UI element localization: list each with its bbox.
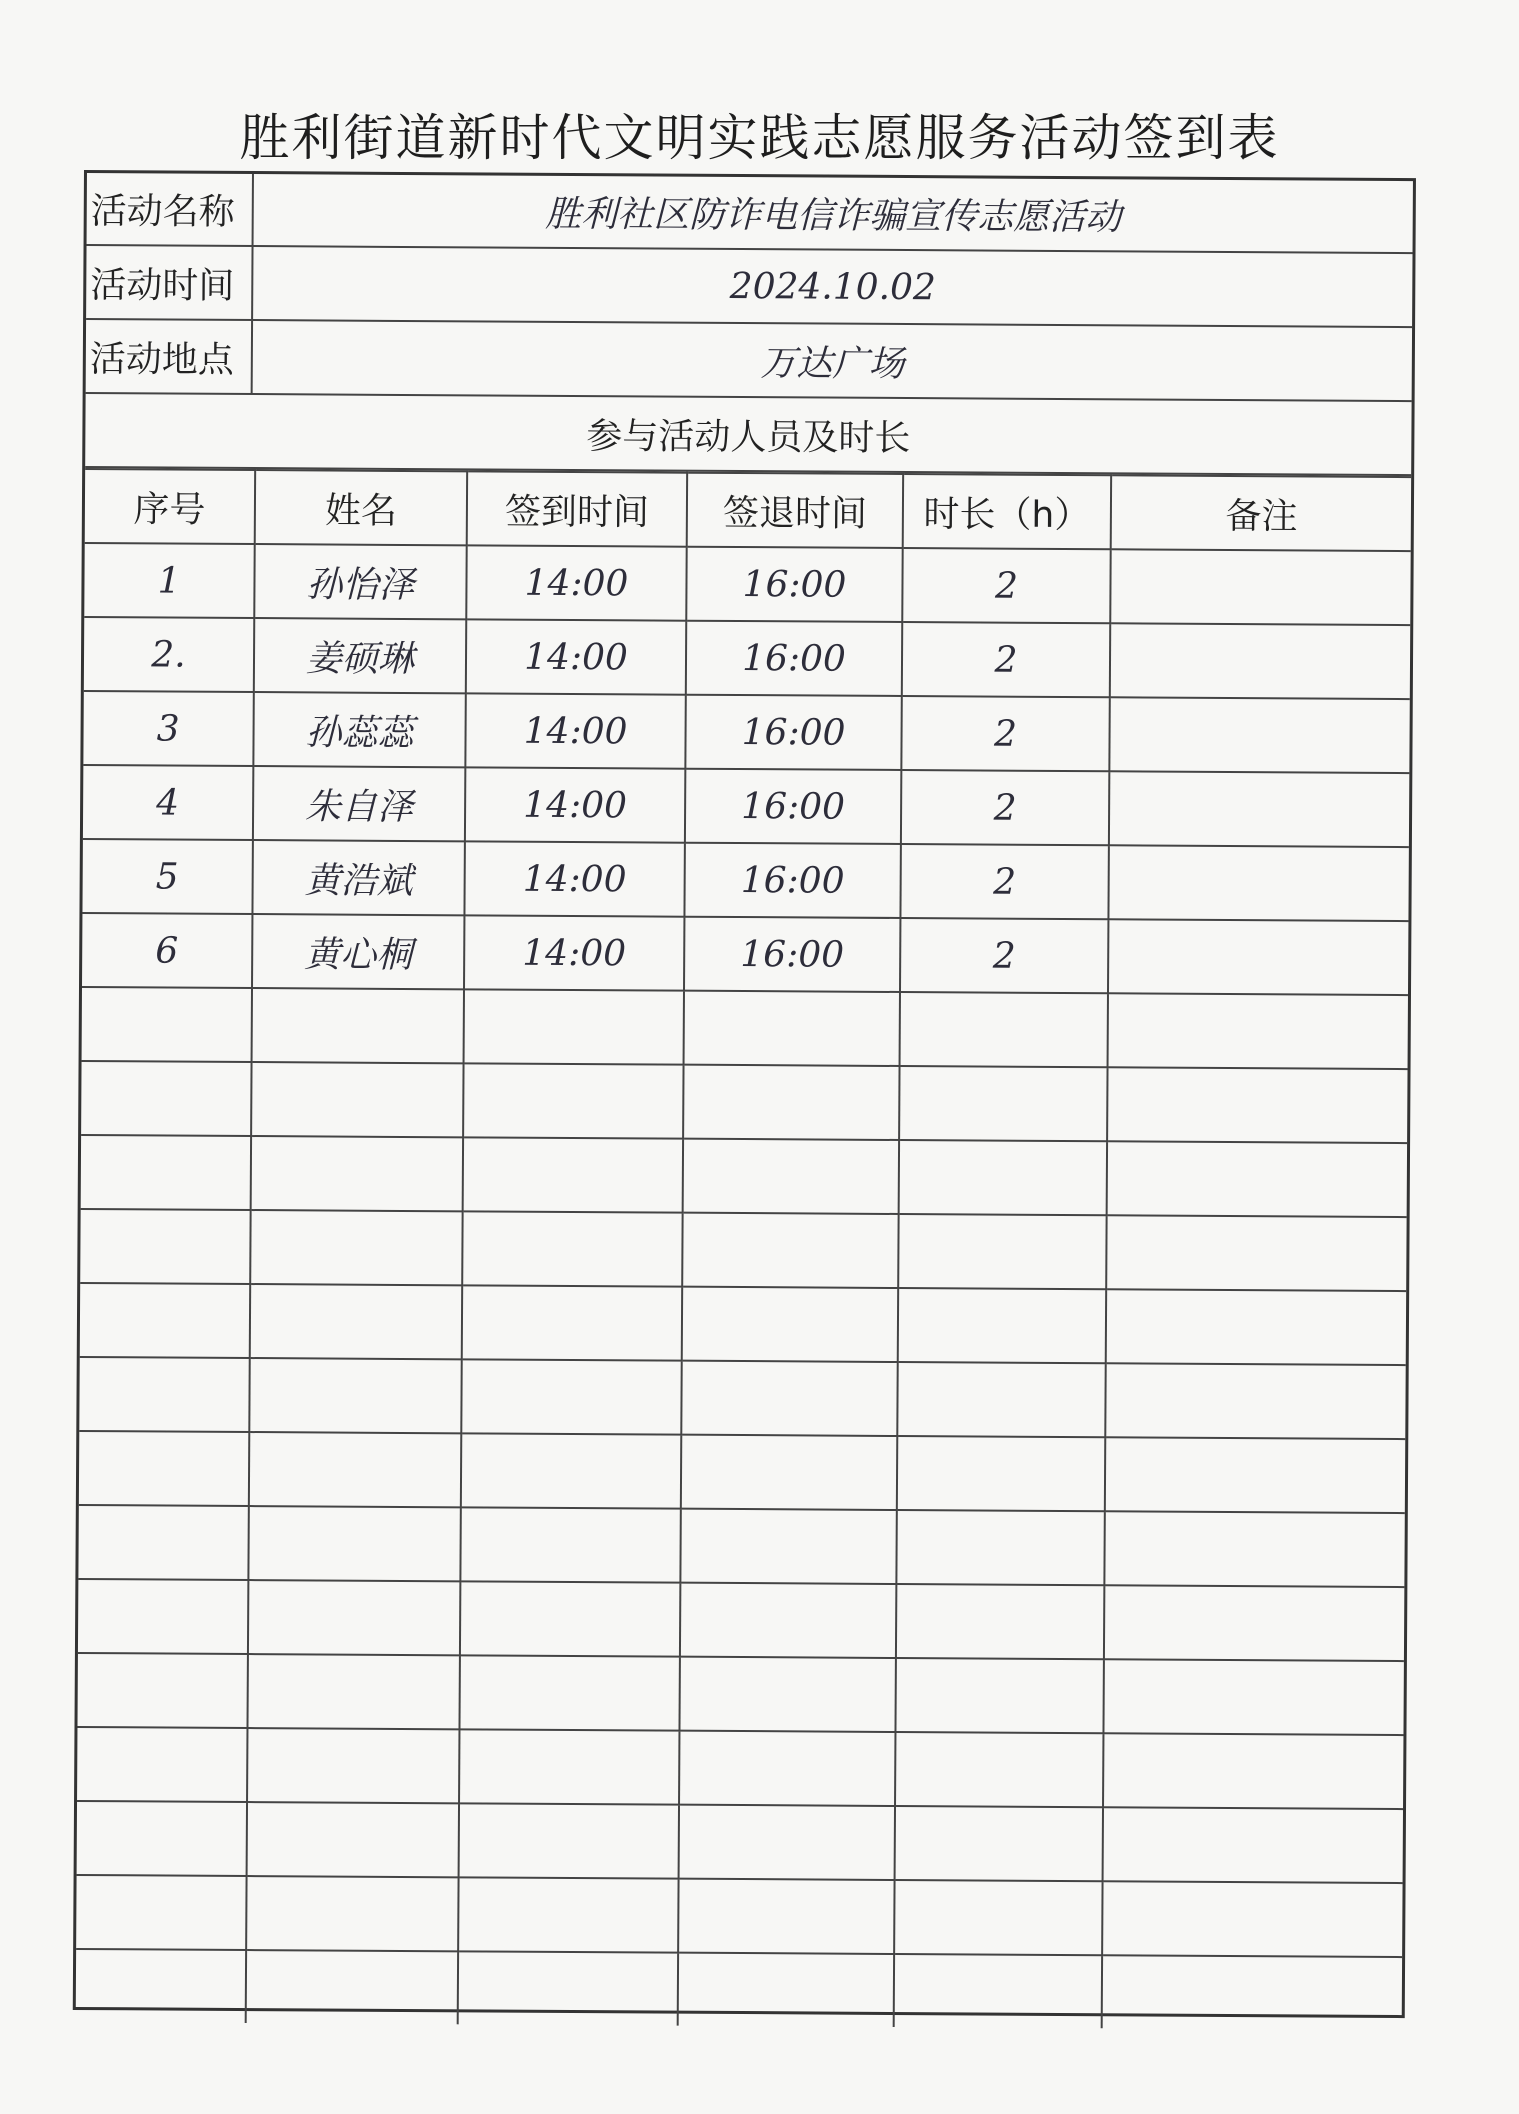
blank-cell — [899, 1140, 1107, 1215]
blank-cell — [681, 1361, 897, 1436]
blank-cell — [1106, 1215, 1406, 1291]
blank-cell — [682, 1287, 898, 1362]
blank-table-row — [81, 1135, 1407, 1217]
blank-table-row — [77, 1727, 1403, 1809]
activity-place-row — [86, 320, 1412, 402]
participant-name: 黄心桐 — [252, 914, 464, 989]
col-checkin-header: 签到时间 — [467, 471, 687, 546]
blank-cell — [79, 1357, 249, 1432]
blank-cell — [458, 1951, 678, 2025]
blank-table-row — [77, 1653, 1403, 1735]
blank-cell — [459, 1803, 679, 1878]
check-in-time: 14:00 — [466, 545, 686, 620]
col-checkout-header: 签退时间 — [687, 473, 903, 548]
blank-cell — [246, 1950, 458, 2024]
blank-cell — [898, 1288, 1106, 1363]
blank-cell — [683, 1139, 899, 1214]
row-number: 2. — [84, 617, 254, 692]
blank-table-row — [80, 1209, 1406, 1291]
check-out-time: 16:00 — [684, 843, 900, 918]
blank-cell — [76, 1949, 246, 2023]
remark — [1108, 919, 1408, 995]
blank-cell — [1107, 1141, 1407, 1217]
row-number: 6 — [82, 913, 252, 988]
blank-cell — [894, 1954, 1102, 2028]
row-number: 5 — [82, 839, 252, 914]
blank-cell — [1102, 1881, 1402, 1957]
blank-cell — [463, 1137, 683, 1212]
blank-cell — [1105, 1437, 1405, 1513]
blank-cell — [1104, 1585, 1404, 1661]
blank-cell — [900, 992, 1108, 1067]
participants-table — [76, 468, 1411, 2030]
blank-cell — [459, 1655, 679, 1730]
blank-cell — [250, 1210, 462, 1285]
table-row — [82, 913, 1408, 995]
col-note-header: 备注 — [1111, 475, 1411, 551]
activity-name-label: 活动名称 — [87, 173, 254, 245]
blank-cell — [251, 1062, 463, 1137]
blank-cell — [461, 1359, 681, 1434]
blank-cell — [77, 1727, 247, 1802]
activity-time-row — [86, 246, 1412, 328]
blank-table-row — [81, 1061, 1407, 1143]
blank-cell — [249, 1358, 461, 1433]
blank-table-row — [78, 1505, 1404, 1587]
check-out-time: 16:00 — [685, 695, 901, 770]
blank-cell — [680, 1509, 896, 1584]
blank-cell — [679, 1731, 895, 1806]
blank-cell — [80, 1209, 250, 1284]
blank-cell — [82, 987, 252, 1062]
blank-cell — [247, 1654, 459, 1729]
remark — [1110, 623, 1410, 699]
col-hours-header: 时长（h） — [903, 474, 1111, 549]
check-in-time: 14:00 — [465, 767, 685, 842]
check-out-time: 16:00 — [685, 769, 901, 844]
blank-cell — [246, 1876, 458, 1951]
blank-cell — [895, 1806, 1103, 1881]
blank-cell — [247, 1728, 459, 1803]
table-row — [84, 543, 1410, 625]
form-title: 胜利街道新时代文明实践志愿服务活动签到表 — [239, 109, 1280, 167]
blank-cell — [463, 1063, 683, 1138]
participant-name: 朱自泽 — [253, 766, 465, 841]
blank-cell — [78, 1505, 248, 1580]
remark — [1110, 549, 1410, 625]
blank-cell — [248, 1580, 460, 1655]
blank-cell — [248, 1506, 460, 1581]
blank-cell — [464, 989, 684, 1064]
blank-cell — [79, 1431, 249, 1506]
blank-cell — [1108, 993, 1408, 1069]
blank-table-row — [78, 1579, 1404, 1661]
blank-table-row — [76, 1949, 1402, 2030]
activity-name-value: 胜利社区防诈电信诈骗宣传志愿活动 — [545, 193, 1122, 239]
remark — [1109, 697, 1409, 773]
blank-cell — [894, 1880, 1102, 1955]
row-number: 1 — [84, 543, 254, 618]
activity-time-label: 活动时间 — [86, 246, 253, 319]
blank-table-row — [79, 1431, 1405, 1513]
blank-cell — [1102, 1955, 1402, 2030]
duration-hours: 2 — [900, 918, 1108, 993]
blank-cell — [896, 1584, 1104, 1659]
remark — [1109, 771, 1409, 847]
row-number: 3 — [83, 691, 253, 766]
blank-cell — [247, 1802, 459, 1877]
blank-table-row — [77, 1801, 1403, 1883]
blank-cell — [81, 1135, 251, 1210]
blank-cell — [898, 1214, 1106, 1289]
blank-table-row — [76, 1875, 1402, 1957]
check-in-time: 14:00 — [464, 841, 684, 916]
blank-cell — [80, 1283, 250, 1358]
blank-cell — [684, 991, 900, 1066]
blank-cell — [897, 1436, 1105, 1511]
blank-cell — [678, 1879, 894, 1954]
col-name-header: 姓名 — [255, 470, 467, 545]
blank-cell — [462, 1285, 682, 1360]
blank-table-row — [80, 1283, 1406, 1365]
duration-hours: 2 — [901, 696, 1109, 771]
duration-hours: 2 — [900, 844, 1108, 919]
check-out-time: 16:00 — [686, 621, 902, 696]
blank-cell — [895, 1658, 1103, 1733]
blank-cell — [78, 1579, 248, 1654]
activity-name-row — [87, 173, 1413, 254]
table-body — [76, 543, 1411, 2030]
blank-cell — [899, 1066, 1107, 1141]
blank-cell — [679, 1805, 895, 1880]
blank-table-row — [79, 1357, 1405, 1439]
check-out-time: 16:00 — [686, 547, 902, 622]
participants-section-title: 参与活动人员及时长 — [85, 394, 1411, 476]
blank-cell — [1106, 1289, 1406, 1365]
remark — [1108, 845, 1408, 921]
check-in-time: 14:00 — [465, 693, 685, 768]
blank-cell — [1103, 1659, 1403, 1735]
table-header-row — [85, 469, 1411, 551]
blank-cell — [251, 1136, 463, 1211]
blank-cell — [1103, 1807, 1403, 1883]
blank-cell — [1104, 1511, 1404, 1587]
table-row — [84, 617, 1410, 699]
blank-cell — [252, 988, 464, 1063]
blank-cell — [459, 1729, 679, 1804]
blank-cell — [77, 1653, 247, 1728]
participant-name: 姜硕琳 — [254, 618, 466, 693]
blank-cell — [1107, 1067, 1407, 1143]
sign-in-sheet — [73, 170, 1416, 2018]
blank-cell — [1103, 1733, 1403, 1809]
blank-cell — [897, 1362, 1105, 1437]
blank-cell — [1105, 1363, 1405, 1439]
participant-name: 孙蕊蕊 — [253, 692, 465, 767]
blank-cell — [460, 1581, 680, 1656]
table-row — [83, 691, 1409, 773]
blank-cell — [458, 1877, 678, 1952]
blank-cell — [462, 1211, 682, 1286]
table-row — [83, 765, 1409, 847]
blank-cell — [249, 1432, 461, 1507]
blank-cell — [678, 1953, 894, 2027]
check-out-time: 16:00 — [684, 917, 900, 992]
activity-time-value: 2024.10.02 — [729, 265, 936, 308]
table-row — [82, 839, 1408, 921]
blank-cell — [461, 1433, 681, 1508]
col-number-header: 序号 — [85, 469, 255, 544]
activity-place-value: 万达广场 — [760, 342, 905, 385]
blank-cell — [896, 1510, 1104, 1585]
blank-cell — [895, 1732, 1103, 1807]
blank-cell — [681, 1435, 897, 1510]
blank-cell — [679, 1657, 895, 1732]
row-number: 4 — [83, 765, 253, 840]
blank-cell — [81, 1061, 251, 1136]
blank-cell — [250, 1284, 462, 1359]
participant-name: 孙怡泽 — [254, 544, 466, 619]
blank-table-row — [82, 987, 1408, 1069]
blank-cell — [683, 1065, 899, 1140]
activity-place-label: 活动地点 — [86, 320, 253, 393]
duration-hours: 2 — [902, 548, 1110, 623]
blank-cell — [460, 1507, 680, 1582]
blank-cell — [682, 1213, 898, 1288]
blank-cell — [76, 1875, 246, 1950]
duration-hours: 2 — [902, 622, 1110, 697]
duration-hours: 2 — [901, 770, 1109, 845]
blank-cell — [77, 1801, 247, 1876]
blank-cell — [680, 1583, 896, 1658]
check-in-time: 14:00 — [464, 915, 684, 990]
check-in-time: 14:00 — [466, 619, 686, 694]
participant-name: 黄浩斌 — [252, 840, 464, 915]
